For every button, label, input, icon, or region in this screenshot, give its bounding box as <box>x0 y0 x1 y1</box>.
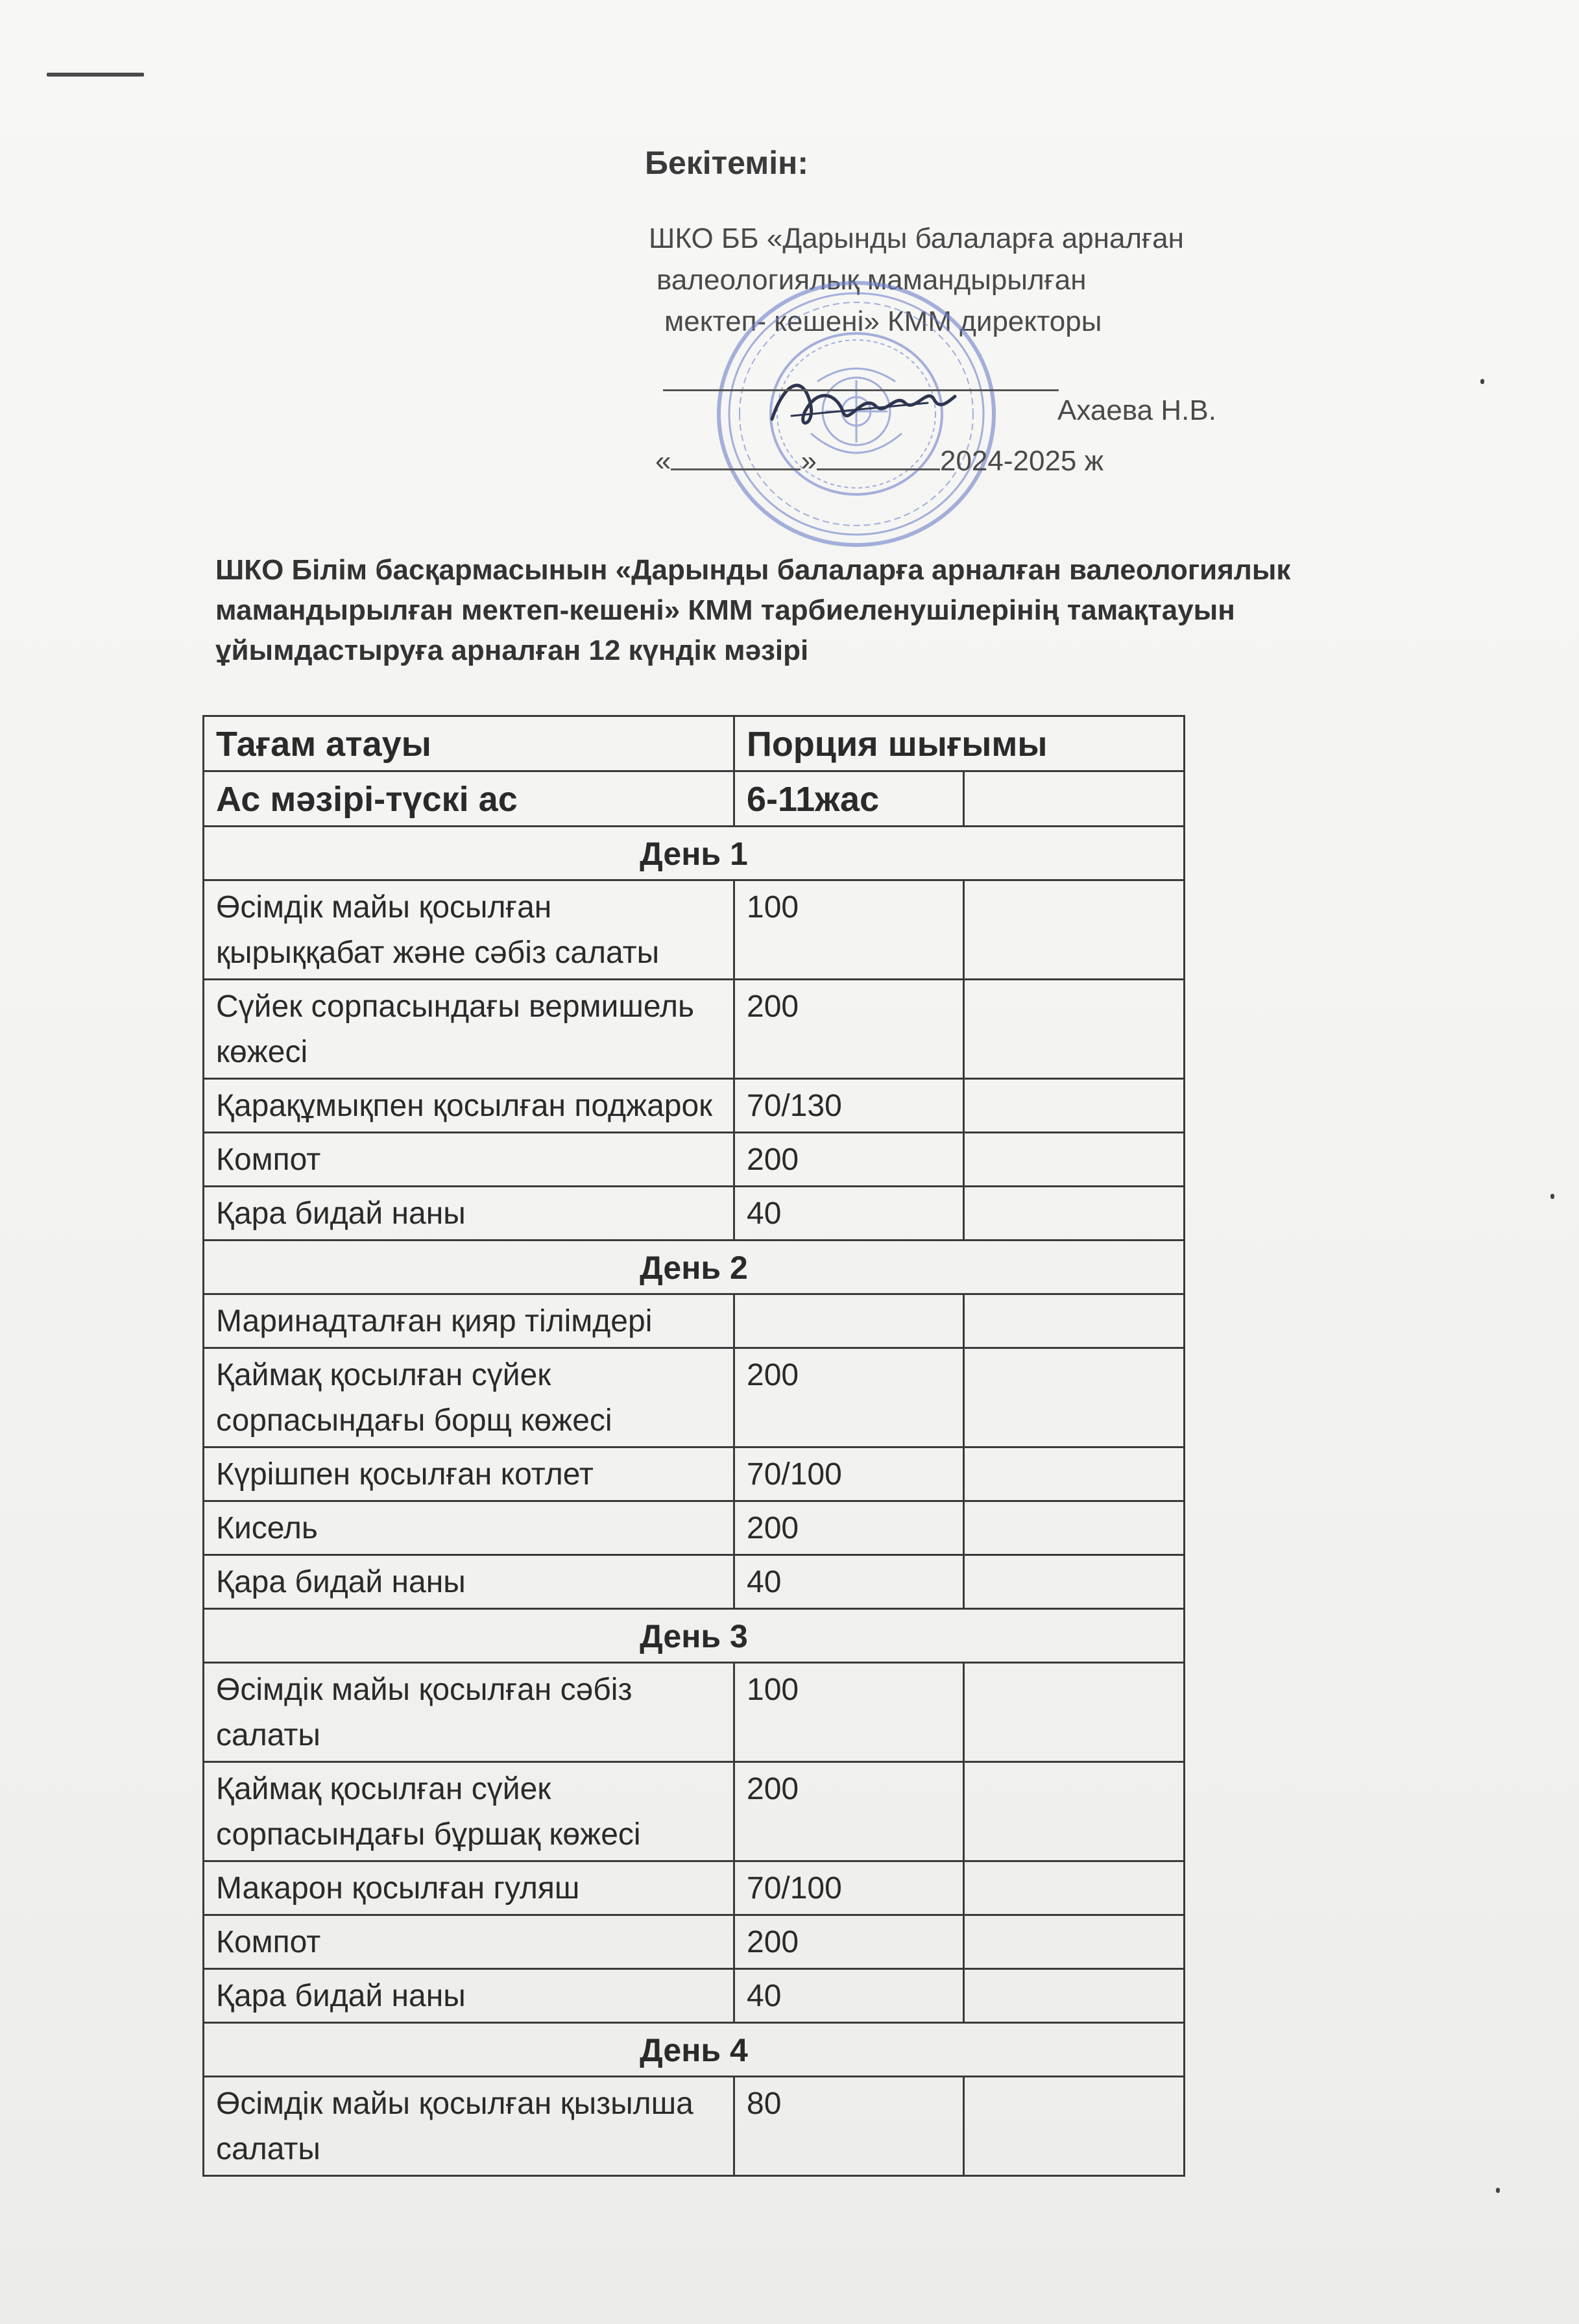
table-row <box>204 1447 1185 1501</box>
date-close-quote: » <box>801 445 817 477</box>
dish-portion: 100 <box>734 1663 964 1762</box>
dish-portion: 200 <box>734 1501 964 1555</box>
dish-name: Өсімдік майы қосылған қызылша салаты <box>204 2077 734 2176</box>
edge-speck <box>1550 1194 1554 1199</box>
empty-cell <box>964 1079 1185 1133</box>
empty-cell <box>964 1133 1185 1187</box>
handwritten-signature <box>765 367 960 439</box>
empty-cell <box>964 1294 1185 1348</box>
dish-portion <box>734 1294 964 1348</box>
table-row <box>204 1762 1185 1861</box>
dish-name: Қара бидай наны <box>204 1187 734 1241</box>
table-header-row <box>204 716 1185 771</box>
day-label: День 2 <box>204 1241 1185 1294</box>
dish-portion: 70/100 <box>734 1447 964 1501</box>
dish-portion: 200 <box>734 980 964 1079</box>
approval-line-3: мектеп- кешені» КММ директоры <box>664 306 1102 337</box>
day-row <box>204 1241 1185 1294</box>
table-row <box>204 880 1185 980</box>
header-portion: Порция шығымы <box>734 716 1185 771</box>
signature-line <box>663 389 1059 391</box>
edge-speck <box>1480 379 1484 384</box>
dish-name: Күрішпен қосылған котлет <box>204 1447 734 1501</box>
dish-name: Маринадталған қияр тілімдері <box>204 1294 734 1348</box>
dish-portion: 100 <box>734 880 964 980</box>
approval-line-1: ШКО ББ «Дарынды балаларға арналған <box>649 223 1184 254</box>
edge-speck <box>1496 2188 1500 2193</box>
dish-name: Қаймақ қосылған сүйек сорпасындағы борщ көжесі <box>204 1348 734 1447</box>
table-row <box>204 1294 1185 1348</box>
document-title: ШКО Білім басқармасынын «Дарынды балаларға арналған валеологиялык мамандырылған мектеп-кешені» КММ тарбиеленушілерінің тамақтауын ұйымдастыруға арналған 12 күндік мәзірі <box>215 554 1291 666</box>
dish-portion: 40 <box>734 1555 964 1609</box>
dish-portion: 200 <box>734 1348 964 1447</box>
empty-cell <box>964 2077 1185 2176</box>
dish-name: Өсімдік майы қосылған қырыққабат және сәбіз салаты <box>204 880 734 980</box>
academic-year: 2024-2025 ж <box>939 445 1104 477</box>
approval-title: Бекітемін: <box>645 145 809 181</box>
subheader-age: 6-11жас <box>734 771 964 827</box>
empty-cell <box>964 1447 1185 1501</box>
table-subheader-row <box>204 771 1185 827</box>
signatory-name: Ахаева Н.В. <box>1057 394 1216 426</box>
approval-line-2: валеологиялық мамандырылған <box>657 264 1087 296</box>
empty-cell <box>964 1861 1185 1915</box>
dish-name: Компот <box>204 1133 734 1187</box>
day-row <box>204 827 1185 880</box>
day-label: День 3 <box>204 1609 1185 1663</box>
dish-name: Қара бидай наны <box>204 1969 734 2023</box>
table-row <box>204 2077 1185 2176</box>
dish-portion: 40 <box>734 1969 964 2023</box>
table-row <box>204 1555 1185 1609</box>
table-row <box>204 1861 1185 1915</box>
dish-name: Кисель <box>204 1501 734 1555</box>
subheader-empty <box>964 771 1185 827</box>
day-row <box>204 2023 1185 2077</box>
day-label: День 4 <box>204 2023 1185 2077</box>
empty-cell <box>964 980 1185 1079</box>
table-row <box>204 1969 1185 2023</box>
dish-portion: 200 <box>734 1133 964 1187</box>
date-month-blank <box>817 450 940 470</box>
dish-portion: 70/100 <box>734 1861 964 1915</box>
empty-cell <box>964 1555 1185 1609</box>
table-row <box>204 1079 1185 1133</box>
empty-cell <box>964 880 1185 980</box>
dish-portion: 40 <box>734 1187 964 1241</box>
dish-portion: 200 <box>734 1762 964 1861</box>
dish-name: Қарақұмықпен қосылған поджарок <box>204 1079 734 1133</box>
date-day-blank <box>671 450 801 470</box>
table-row <box>204 1663 1185 1762</box>
day-row <box>204 1609 1185 1663</box>
table-row <box>204 980 1185 1079</box>
table-row <box>204 1501 1185 1555</box>
dish-name: Сүйек сорпасындағы вермишель көжесі <box>204 980 734 1079</box>
table-row <box>204 1915 1185 1969</box>
table-row <box>204 1133 1185 1187</box>
dish-portion: 70/130 <box>734 1079 964 1133</box>
empty-cell <box>964 1915 1185 1969</box>
dish-name: Қаймақ қосылған сүйек сорпасындағы бұршақ көжесі <box>204 1762 734 1861</box>
menu-table <box>202 715 1185 2177</box>
empty-cell <box>964 1187 1185 1241</box>
date-line <box>655 445 1103 478</box>
dish-portion: 80 <box>734 2077 964 2176</box>
table-row <box>204 1187 1185 1241</box>
empty-cell <box>964 1501 1185 1555</box>
dish-name: Компот <box>204 1915 734 1969</box>
dish-name: Қара бидай наны <box>204 1555 734 1609</box>
empty-cell <box>964 1969 1185 2023</box>
subheader-meal: Ас мәзірі-түскі ас <box>204 771 734 827</box>
empty-cell <box>964 1348 1185 1447</box>
corner-mark <box>47 73 144 77</box>
empty-cell <box>964 1762 1185 1861</box>
table-row <box>204 1348 1185 1447</box>
empty-cell <box>964 1663 1185 1762</box>
date-open-quote: « <box>655 445 671 477</box>
dish-portion: 200 <box>734 1915 964 1969</box>
day-label: День 1 <box>204 827 1185 880</box>
dish-name: Өсімдік майы қосылған сәбіз салаты <box>204 1663 734 1762</box>
header-dish-name: Тағам атауы <box>204 716 734 771</box>
dish-name: Макарон қосылған гуляш <box>204 1861 734 1915</box>
